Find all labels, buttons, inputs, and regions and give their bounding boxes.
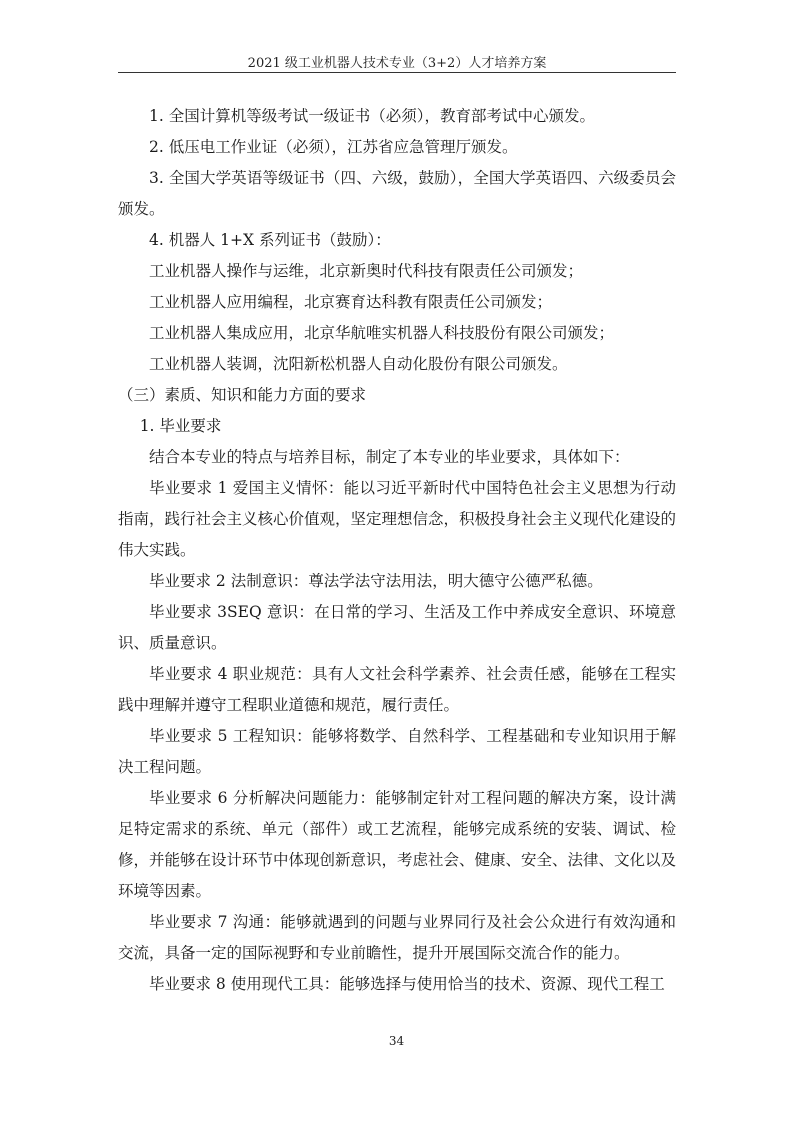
page-number: 34	[388, 1034, 405, 1048]
paragraph-req-6: 毕业要求 6 分析解决问题能力：能够制定针对工程问题的解决方案，设计满足特定需求的系统、单元（部件）或工艺流程，能够完成系统的安装、调试、检修，并能够在设计环节中体现创新意识，考虑社会、健康、安全、法律、文化以及环境等因素。	[118, 789, 677, 900]
paragraph-req-1: 毕业要求 1 爱国主义情怀：能以习近平新时代中国特色社会主义思想为行动指南，践行社会主义核心价值观，坚定理想信念，积极投身社会主义现代化建设的伟大实践。	[118, 479, 677, 559]
paragraph-cert-4-item-4: 工业机器人装调，沈阳新松机器人自动化股份有限公司颁发。	[149, 355, 568, 373]
running-header: 2021 级工业机器人技术专业（3+2）人才培养方案	[247, 56, 547, 71]
paragraph-req-2: 毕业要求 2 法制意识：尊法学法守法用法，明大德守公德严私德。	[149, 572, 603, 590]
paragraph-cert-4-item-3: 工业机器人集成应用，北京华航唯实机器人科技股份有限公司颁发；	[149, 324, 615, 342]
paragraph-intro: 结合本专业的特点与培养目标，制定了本专业的毕业要求，具体如下：	[149, 448, 630, 466]
paragraph-req-3: 毕业要求 3SEQ 意识：在日常的学习、生活及工作中养成安全意识、环境意识、质量意识。	[118, 603, 676, 652]
document-body	[118, 101, 676, 1000]
subsection-heading: 1. 毕业要求	[139, 417, 222, 435]
paragraph-req-4: 毕业要求 4 职业规范：具有人文社会科学素养、社会责任感，能够在工程实践中理解并遵守工程职业道德和规范，履行责任。	[118, 665, 676, 714]
paragraph-cert-3: 3. 全国大学英语等级证书（四、六级，鼓励），全国大学英语四、六级委员会颁发。	[118, 169, 676, 218]
paragraph-cert-1: 1. 全国计算机等级考试一级证书（必须），教育部考试中心颁发。	[149, 107, 595, 125]
paragraph-req-5: 毕业要求 5 工程知识：能够将数学、自然科学、工程基础和专业知识用于解决工程问题。	[118, 727, 676, 776]
paragraph-cert-4-item-1: 工业机器人操作与运维，北京新奥时代科技有限责任公司颁发；	[149, 262, 584, 280]
header-divider	[118, 72, 676, 73]
paragraph-cert-4: 4. 机器人 1+X 系列证书（鼓励）：	[149, 231, 391, 249]
paragraph-req-8: 毕业要求 8 使用现代工具：能够选择与使用恰当的技术、资源、现代工程工	[149, 975, 665, 993]
paragraph-cert-2: 2. 低压电工作业证（必须），江苏省应急管理厅颁发。	[149, 138, 518, 156]
section-heading: （三）素质、知识和能力方面的要求	[118, 386, 367, 404]
paragraph-cert-4-item-2: 工业机器人应用编程，北京赛育达科教有限责任公司颁发；	[149, 293, 553, 311]
paragraph-req-7: 毕业要求 7 沟通：能够就遇到的问题与业界同行及社会公众进行有效沟通和交流，具备一定的国际视野和专业前瞻性，提升开展国际交流合作的能力。	[118, 913, 676, 962]
